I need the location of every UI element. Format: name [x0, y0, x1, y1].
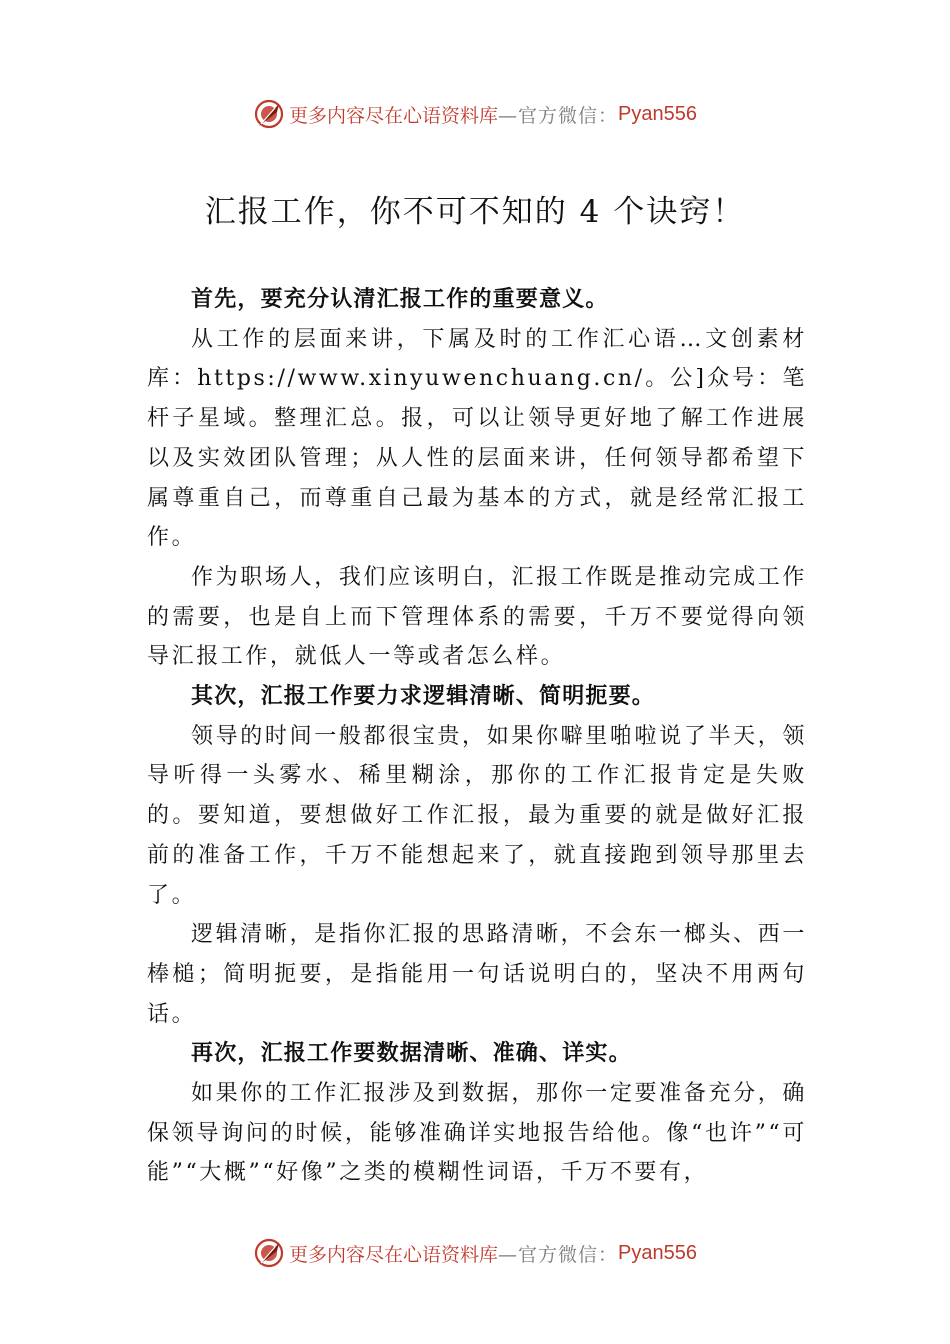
quill-seal-icon — [253, 98, 285, 130]
watermark-id: Pyan556 — [618, 102, 697, 125]
quill-seal-icon — [253, 1237, 285, 1269]
watermark-mid: —官方微信： — [498, 104, 619, 127]
body-paragraph: 作为职场人，我们应该明白，汇报工作既是推动完成工作的需要，也是自上而下管理体系的需要，千万不要觉得向领导汇报工作，就低人一等或者怎么样。 — [147, 564, 807, 670]
watermark-lead: 更多内容尽在心语资料库 — [289, 104, 499, 127]
watermark-mid: —官方微信： — [498, 1243, 619, 1266]
body-paragraph: 从工作的层面来讲，下属及时的工作汇心语…文创素材库：https://www.xinyuwenchuang.cn/。公]众号：笔杆子星域。整理汇总。报，可以让领导更好地了解工作进展以及实效团队管理；从人性的层面来讲，任何领导都希望下属尊重自己，而尊重自己最为基本的方式，就是经常汇报工作。 — [147, 326, 807, 551]
body-paragraph: 逻辑清晰，是指你汇报的思路清晰，不会东一榔头、西一棒槌；简明扼要，是指能用一句话说明白的，坚决不用两句话。 — [147, 922, 807, 1027]
header-watermark — [0, 94, 950, 134]
section-heading: 再次，汇报工作要数据清晰、准确、详实。 — [191, 1040, 632, 1067]
document-title: 汇报工作，你不可不知的 4 个诀窍！ — [204, 194, 746, 230]
body-paragraph: 领导的时间一般都很宝贵，如果你噼里啪啦说了半天，领导听得一头雾水、稀里糊涂，那你的工作汇报肯定是失败的。要知道，要想做好工作汇报，最为重要的就是做好汇报前的准备工作，千万不能想起来了，就直接跑到领导那里去了。 — [147, 723, 807, 908]
section-heading: 其次，汇报工作要力求逻辑清晰、简明扼要。 — [191, 683, 656, 710]
watermark-id: Pyan556 — [618, 1241, 697, 1264]
footer-watermark — [0, 1233, 950, 1273]
section-heading: 首先，要充分认清汇报工作的重要意义。 — [191, 286, 609, 312]
document-body — [147, 280, 807, 1193]
watermark-lead: 更多内容尽在心语资料库 — [289, 1243, 499, 1266]
body-paragraph: 如果你的工作汇报涉及到数据，那你一定要准备充分，确保领导询问的时候，能够准确详实地报告给他。像“也许”“可能”“大概”“好像”之类的模糊性词语，千万不要有， — [147, 1081, 807, 1186]
